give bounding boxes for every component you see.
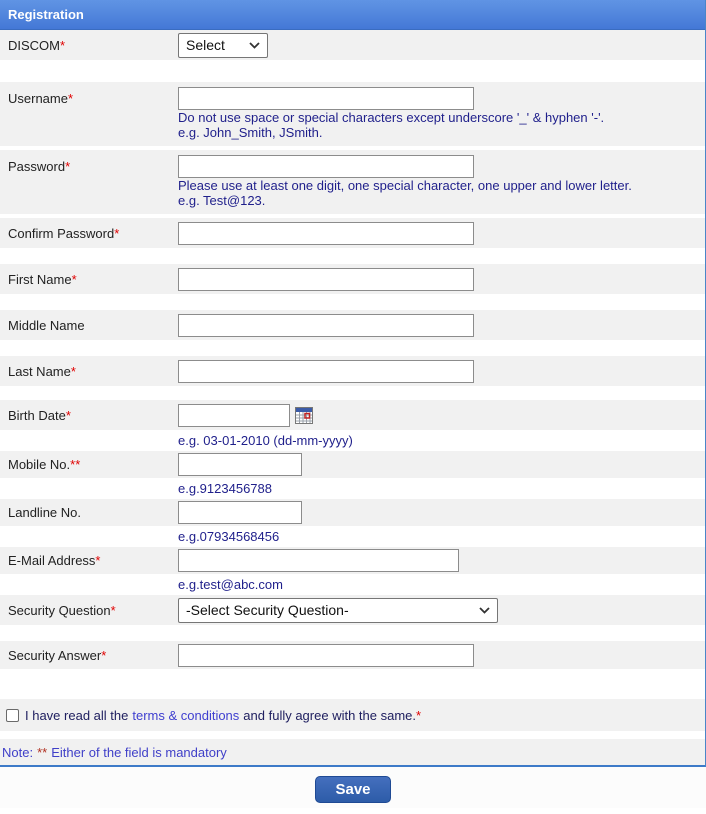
email-hint: e.g.test@abc.com <box>178 577 283 592</box>
field-row-security-question <box>0 595 705 625</box>
required-asterisk: ** <box>70 457 81 472</box>
mobile-input[interactable] <box>178 453 302 476</box>
field-row-middle-name <box>0 310 705 340</box>
password-input[interactable] <box>178 155 474 178</box>
field-row-password <box>0 150 705 214</box>
field-row-first-name <box>0 264 705 294</box>
mobile-hint: e.g.9123456788 <box>178 481 272 496</box>
field-row-mobile <box>0 451 705 478</box>
required-asterisk: * <box>65 159 71 174</box>
mobile-label: Mobile No.** <box>8 457 81 472</box>
field-row-last-name <box>0 356 705 386</box>
field-row-username <box>0 82 705 146</box>
discom-select-value: Select <box>186 37 225 53</box>
required-asterisk: * <box>114 225 120 241</box>
required-asterisk: * <box>101 647 107 663</box>
terms-text-suffix: and fully agree with the same. <box>243 707 417 723</box>
calendar-icon[interactable] <box>295 407 313 424</box>
note-text: Either of the field is mandatory <box>51 744 227 760</box>
password-hint: Please use at least one digit, one special character, one upper and lower letter. <box>178 178 632 193</box>
middle-name-input[interactable] <box>178 314 474 337</box>
security-question-label: Security Question* <box>8 602 116 618</box>
spacer <box>0 294 705 310</box>
security-question-select[interactable] <box>178 598 498 623</box>
spacer <box>0 669 705 699</box>
chevron-down-icon <box>479 607 490 614</box>
discom-select[interactable] <box>178 33 268 58</box>
spacer <box>0 386 705 400</box>
terms-and-conditions-link[interactable]: terms & conditions <box>132 707 240 723</box>
required-asterisk: * <box>71 271 77 287</box>
landline-hint: e.g.07934568456 <box>178 529 280 544</box>
spacer <box>0 625 705 641</box>
last-name-input[interactable] <box>178 360 474 383</box>
field-row-birth-date <box>0 400 705 430</box>
note-row <box>0 739 705 765</box>
field-row-confirm-password <box>0 218 705 248</box>
spacer <box>0 60 705 82</box>
field-row-email <box>0 547 705 574</box>
panel-header <box>0 0 705 30</box>
terms-text-prefix: I have read all the <box>25 707 129 723</box>
spacer <box>0 731 705 739</box>
note-asterisks: ** <box>37 744 48 760</box>
middle-name-label: Middle Name <box>8 317 85 333</box>
password-label: Password* <box>8 159 71 174</box>
email-label: E-Mail Address* <box>8 553 101 568</box>
confirm-password-input[interactable] <box>178 222 474 245</box>
landline-label: Landline No. <box>8 505 81 520</box>
security-answer-input[interactable] <box>178 644 474 667</box>
required-asterisk: * <box>60 37 66 53</box>
email-input[interactable] <box>178 549 459 572</box>
field-row-discom <box>0 30 705 60</box>
save-button[interactable]: Save <box>315 776 391 803</box>
birth-date-input[interactable] <box>178 404 290 427</box>
last-name-label: Last Name* <box>8 363 76 379</box>
username-input[interactable] <box>178 87 474 110</box>
required-asterisk: * <box>67 91 74 106</box>
required-asterisk: * <box>416 707 422 723</box>
chevron-down-icon <box>249 42 260 49</box>
required-asterisk: * <box>70 363 76 379</box>
username-label: Username* <box>8 91 74 106</box>
first-name-input[interactable] <box>178 268 474 291</box>
required-asterisk: * <box>95 553 101 568</box>
note-prefix: Note: <box>2 744 34 760</box>
discom-label: DISCOM* <box>8 37 66 53</box>
spacer <box>0 248 705 264</box>
terms-agreement-row <box>0 699 705 731</box>
page-title: Registration <box>8 7 84 22</box>
security-answer-label: Security Answer* <box>8 647 107 663</box>
birth-date-hint: e.g. 03-01-2010 (dd-mm-yyyy) <box>178 433 353 448</box>
spacer <box>0 340 705 356</box>
first-name-label: First Name* <box>8 271 77 287</box>
save-area <box>0 767 706 808</box>
username-hint: Do not use space or special characters except underscore '_' & hyphen '-'. <box>178 110 605 125</box>
confirm-password-label: Confirm Password* <box>8 225 120 241</box>
required-asterisk: * <box>110 602 116 618</box>
terms-checkbox[interactable] <box>6 709 19 722</box>
field-row-landline <box>0 499 705 526</box>
password-example: e.g. Test@123. <box>178 193 266 208</box>
security-question-select-value: -Select Security Question- <box>186 602 349 618</box>
landline-input[interactable] <box>178 501 302 524</box>
field-row-security-answer <box>0 641 705 669</box>
username-example: e.g. John_Smith, JSmith. <box>178 125 323 140</box>
birth-date-label: Birth Date* <box>8 407 71 423</box>
required-asterisk: * <box>65 407 71 423</box>
